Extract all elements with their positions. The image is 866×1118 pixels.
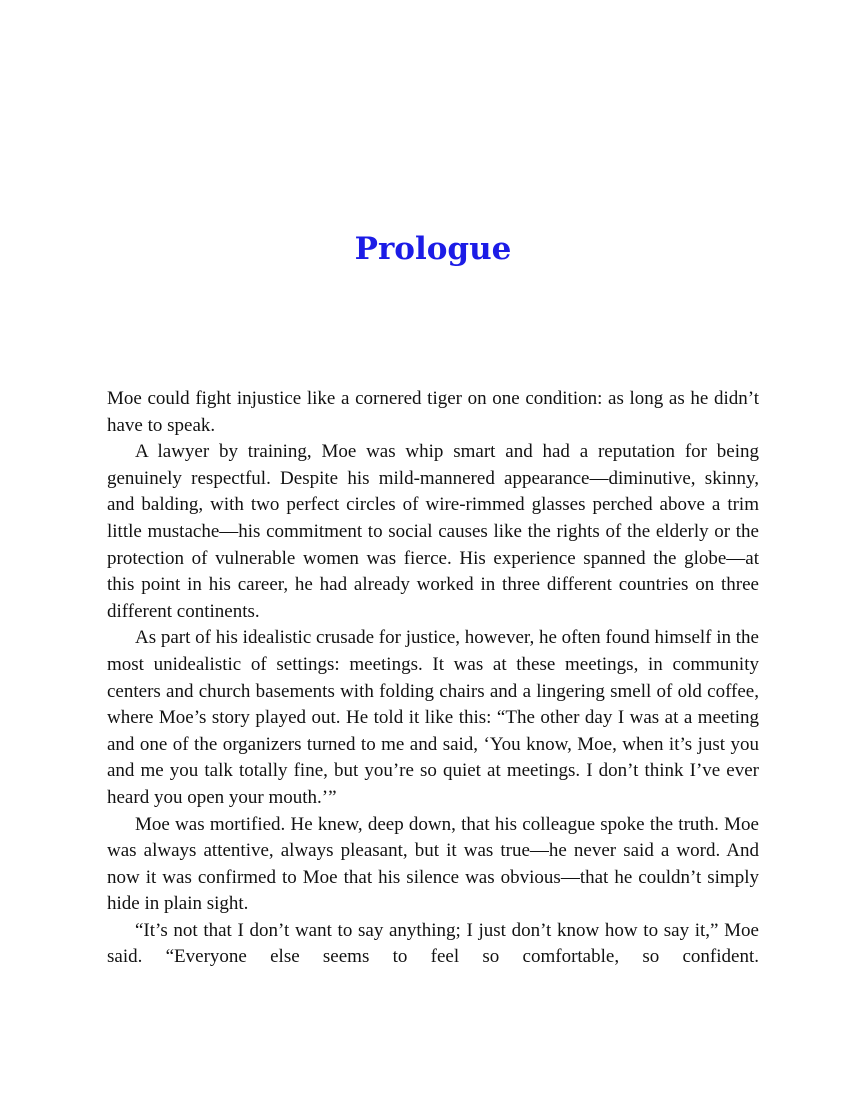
chapter-title: Prologue — [354, 231, 512, 267]
paragraph: “It’s not that I don’t want to say anything; I just don’t know how to say it,” Moe said. “Everyone else seems to feel so comfortable, so confident. — [107, 919, 759, 968]
paragraph: A lawyer by training, Moe was whip smart and had a reputation for being genuinely respectful. Despite his mild-mannered appearance—diminutive, skinny, and balding, with two perfect circles of wire-rimmed glasses perched above a trim little mustache—his commitment to social causes like the rights of the elderly or the protection of vulnerable women was fierce. His experience spanned the globe—at this point in his career, he had already worked in three different countries on three different continents. — [107, 441, 759, 622]
paragraph: As part of his idealistic crusade for justice, however, he often found himself in the most unidealistic of settings: meetings. It was at these meetings, in community centers and church basements with folding chairs and a lingering smell of old coffee, where Moe’s story played out. He told it like this: “The other day I was at a meeting and one of the organizers turned to me and said, ‘You know, Moe, when it’s just you and me you talk totally fine, but you’re so quiet at meetings. I don’t think I’ve ever heard you open your mouth.’” — [107, 627, 759, 808]
paragraph: Moe could fight injustice like a cornered tiger on one condition: as long as he didn’t have to speak. — [107, 388, 759, 436]
paragraph: Moe was mortified. He knew, deep down, that his colleague spoke the truth. Moe was always attentive, always pleasant, but it was true—he never said a word. And now it was confirmed to Moe that his silence was obvious—that he couldn’t simply hide in plain sight. — [107, 813, 759, 915]
page-text — [107, 386, 759, 971]
